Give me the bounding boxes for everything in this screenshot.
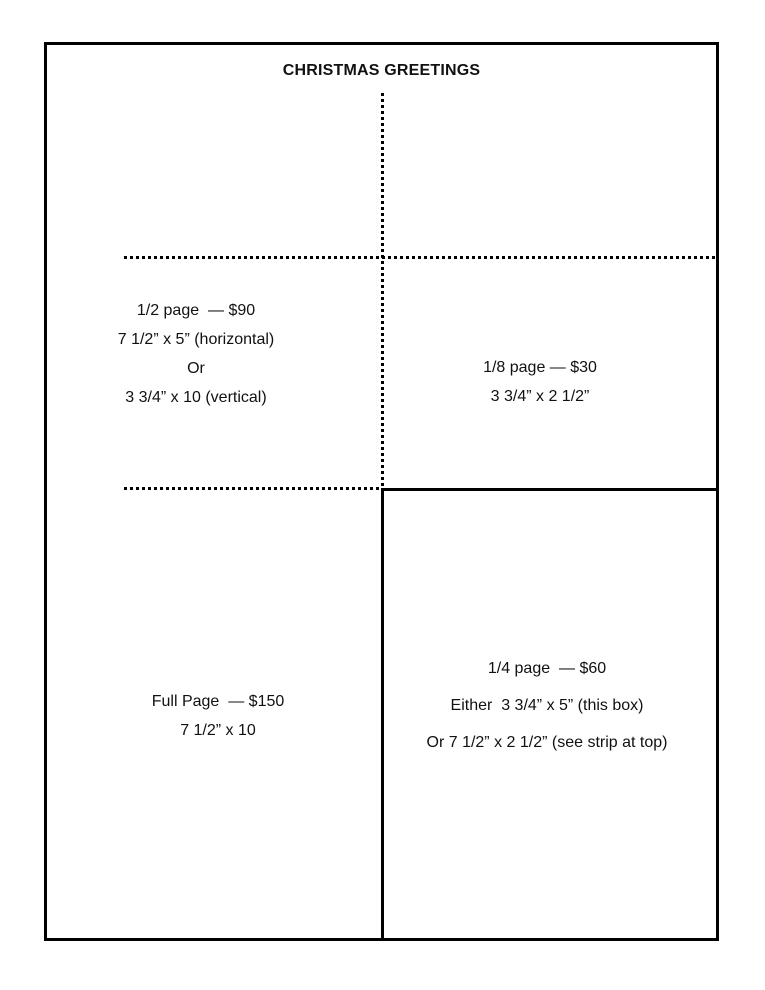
upper-horizontal-dotted-divider bbox=[124, 256, 719, 259]
pricing-line: Or bbox=[187, 360, 205, 377]
quarter-page-pricing-block bbox=[390, 650, 704, 761]
lower-horizontal-dotted-divider bbox=[124, 487, 382, 490]
pricing-line: 1/4 page — $60 bbox=[487, 660, 607, 677]
pricing-line: 1/8 page — $30 bbox=[483, 359, 597, 376]
horizontal-solid-divider bbox=[382, 488, 719, 491]
pricing-line: Either 3 3/4” x 5” (this box) bbox=[450, 697, 644, 714]
pricing-line: 3 3/4” x 10 (vertical) bbox=[125, 389, 267, 406]
pricing-line: 7 1/2” x 5” (horizontal) bbox=[117, 331, 275, 348]
pricing-line: 7 1/2” x 10 bbox=[180, 722, 256, 739]
full-page-pricing-block bbox=[68, 687, 368, 745]
vertical-solid-divider bbox=[381, 488, 384, 941]
pricing-line: 1/2 page — $90 bbox=[136, 302, 256, 319]
page-title: CHRISTMAS GREETINGS bbox=[282, 62, 481, 79]
vertical-dotted-divider bbox=[381, 93, 384, 488]
pricing-line: Full Page — $150 bbox=[151, 693, 285, 710]
pricing-line: Or 7 1/2” x 2 1/2” (see strip at top) bbox=[426, 734, 668, 751]
half-page-pricing-block bbox=[46, 296, 346, 412]
eighth-page-pricing-block bbox=[390, 353, 690, 411]
pricing-line: 3 3/4” x 2 1/2” bbox=[490, 388, 590, 405]
